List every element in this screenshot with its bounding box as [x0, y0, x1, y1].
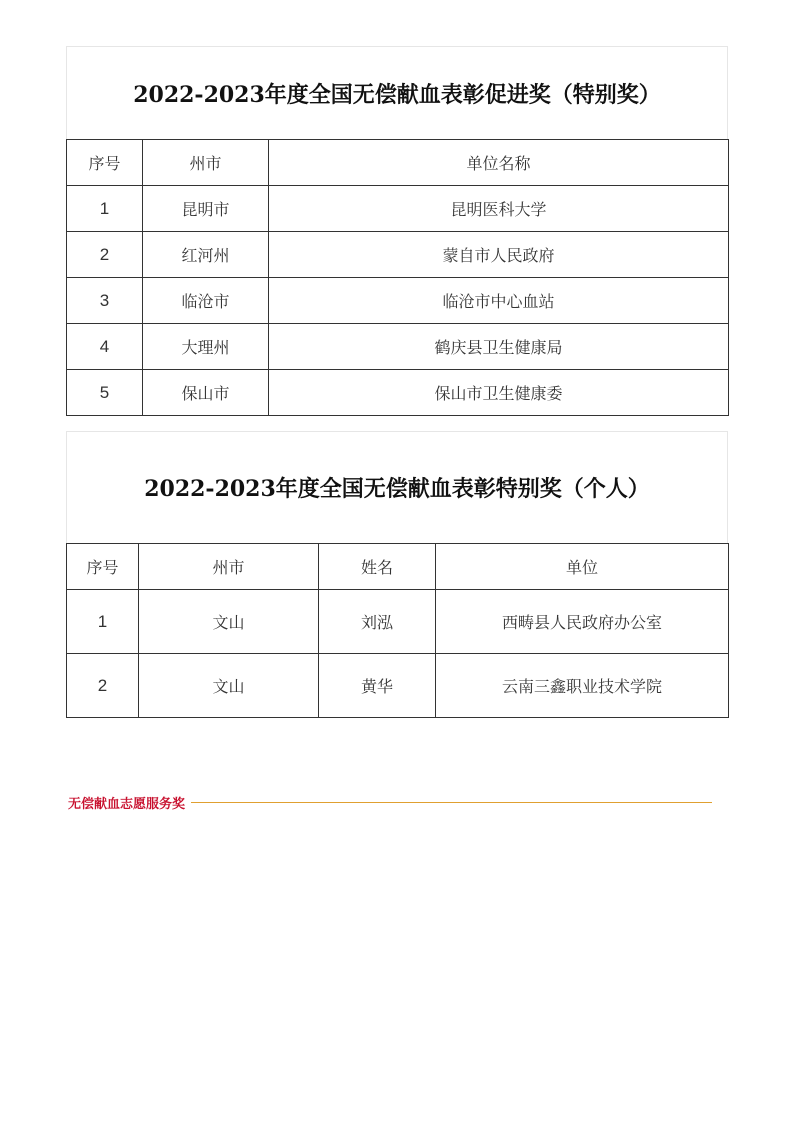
row-person-name: 刘泓 — [319, 590, 436, 654]
special-award-individual-card — [66, 431, 728, 718]
row-index: 1 — [67, 186, 143, 232]
row-index: 3 — [67, 278, 143, 324]
table-row — [67, 654, 729, 718]
row-city: 文山 — [139, 590, 319, 654]
special-award-title-box — [66, 431, 728, 543]
header-name: 姓名 — [319, 544, 436, 590]
special-award-title: 2022-2023年度全国无偿献血表彰特别奖（个人） — [144, 476, 650, 502]
row-city: 保山市 — [143, 370, 269, 416]
row-index: 2 — [67, 654, 139, 718]
volunteer-service-award-heading — [68, 792, 712, 812]
row-city: 文山 — [139, 654, 319, 718]
table-row — [67, 324, 729, 370]
header-index: 序号 — [67, 544, 139, 590]
row-unit: 鹤庆县卫生健康局 — [269, 324, 729, 370]
table-row — [67, 370, 729, 416]
section-heading-text: 无偿献血志愿服务奖 — [68, 796, 186, 812]
promotion-award-title: 2022-2023年度全国无偿献血表彰促进奖（特别奖） — [133, 81, 661, 108]
section-divider-line — [191, 802, 712, 803]
row-person-name: 黄华 — [319, 654, 436, 718]
table-header-row — [67, 544, 729, 590]
table-header-row — [67, 140, 729, 186]
promotion-award-card — [66, 46, 728, 416]
row-unit: 昆明医科大学 — [269, 186, 729, 232]
row-unit: 西畴县人民政府办公室 — [436, 590, 729, 654]
promotion-award-table — [66, 139, 729, 416]
header-city: 州市 — [139, 544, 319, 590]
row-index: 5 — [67, 370, 143, 416]
row-index: 2 — [67, 232, 143, 278]
header-unit: 单位 — [436, 544, 729, 590]
row-city: 红河州 — [143, 232, 269, 278]
table-row — [67, 278, 729, 324]
table-row — [67, 590, 729, 654]
row-unit: 保山市卫生健康委 — [269, 370, 729, 416]
row-unit: 云南三鑫职业技术学院 — [436, 654, 729, 718]
table-row — [67, 232, 729, 278]
special-award-table — [66, 543, 729, 718]
row-unit: 蒙自市人民政府 — [269, 232, 729, 278]
promotion-award-title-box — [66, 46, 728, 139]
row-city: 大理州 — [143, 324, 269, 370]
row-city: 昆明市 — [143, 186, 269, 232]
header-index: 序号 — [67, 140, 143, 186]
header-unit-name: 单位名称 — [269, 140, 729, 186]
table-row — [67, 186, 729, 232]
row-unit: 临沧市中心血站 — [269, 278, 729, 324]
row-index: 4 — [67, 324, 143, 370]
row-index: 1 — [67, 590, 139, 654]
header-city: 州市 — [143, 140, 269, 186]
row-city: 临沧市 — [143, 278, 269, 324]
